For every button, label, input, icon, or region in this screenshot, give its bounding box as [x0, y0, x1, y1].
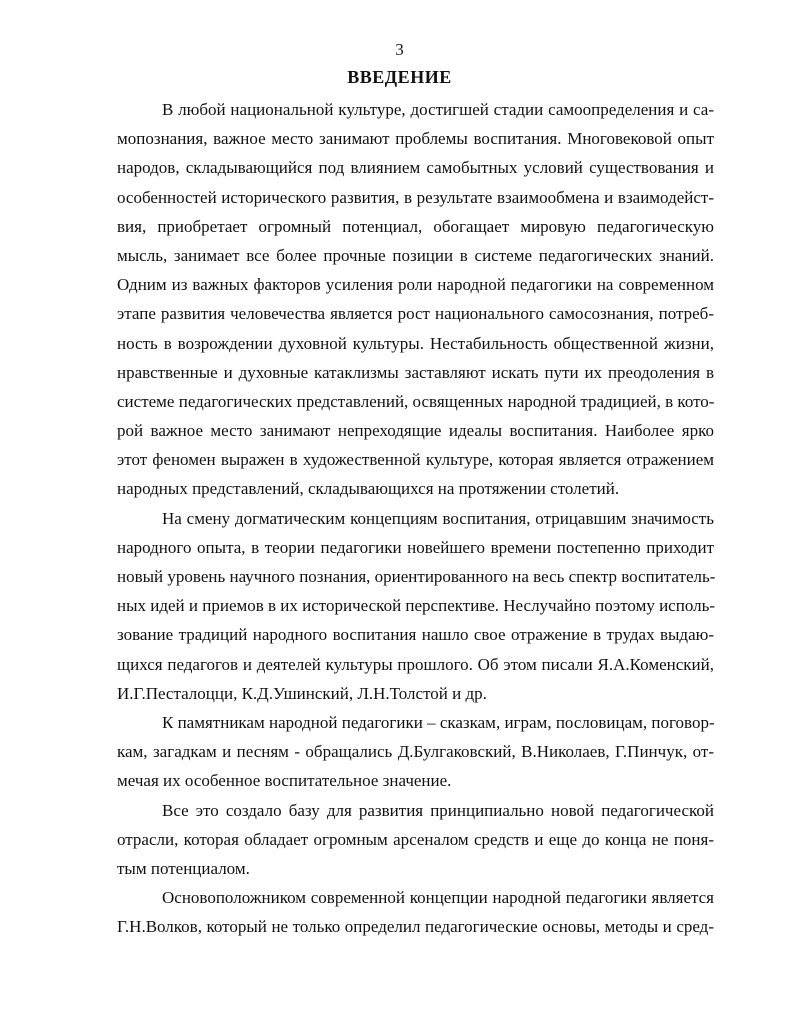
text-line: мысль, занимает все более прочные позиции в системе педагогических знаний.	[117, 245, 714, 265]
text-line: Основоположником современной концепции народной педагогики является	[162, 888, 714, 908]
paragraph-4	[117, 796, 714, 884]
text-line: Г.Н.Волков, который не только определил педагогические основы, методы и сред-	[117, 917, 714, 937]
text-line: мопознания, важное место занимают проблемы воспитания. Многовековой опыт	[117, 129, 714, 149]
text-line: этапе развития человечества является рост национального самосознания, потреб-	[117, 304, 714, 324]
text-line: На смену догматическим концепциям воспитания, отрицавшим значимость	[162, 508, 714, 528]
text-line: ность в возрождении духовной культуры. Нестабильность общественной жизни,	[117, 333, 714, 353]
text-line: системе педагогических представлений, освященных народной традицией, в кото-	[117, 391, 715, 411]
paragraph-3	[117, 708, 714, 796]
text-line: Все это создало базу для развития принципиально новой педагогической	[162, 800, 714, 820]
text-line: новый уровень научного познания, ориентированного на весь спектр воспитатель-	[117, 567, 716, 586]
text-line: Одним из важных факторов усиления роли народной педагогики на современном	[117, 275, 714, 295]
text-line: этот феномен выражен в художественной культуре, которая является отражением	[117, 450, 714, 470]
text-line: ных идей и приемов в их исторической перспективе. Неслучайно поэтому исполь-	[117, 596, 715, 616]
paragraph-2	[117, 504, 714, 708]
body-text	[117, 95, 714, 941]
text-line: народов, складывающийся под влиянием самобытных условий существования и	[117, 158, 714, 178]
page-number: 3	[395, 40, 404, 59]
page-title: ВВЕДЕНИЕ	[347, 67, 452, 87]
text-line: нравственные и духовные катаклизмы заставляют искать пути их преодоления в	[117, 362, 714, 382]
text-line: тым потенциалом.	[117, 858, 250, 878]
text-line: народных представлений, складывающихся на протяжении столетий.	[117, 479, 620, 499]
text-line: рой важное место занимают непреходящие идеалы воспитания. Наиболее ярко	[117, 421, 714, 441]
text-line: мечая их особенное воспитательное значение.	[117, 771, 452, 791]
text-line: К памятникам народной педагогики – сказкам, играм, пословицам, поговор-	[162, 712, 715, 732]
text-line: отрасли, которая обладает огромным арсеналом средств и еще до конца не поня-	[117, 829, 714, 849]
text-line: И.Г.Песталоцци, К.Д.Ушинский, Л.Н.Толстой и др.	[117, 683, 487, 703]
text-line: народного опыта, в теории педагогики новейшего времени постепенно приходит	[117, 537, 714, 557]
paragraph-1	[117, 95, 714, 504]
text-line: щихся педагогов и деятелей культуры прошлого. Об этом писали Я.А.Коменский,	[117, 654, 714, 674]
text-line: зование традиций народного воспитания нашло свое отражение в трудах выдаю-	[117, 625, 714, 645]
text-line: вия, приобретает огромный потенциал, обогащает мировую педагогическую	[117, 216, 714, 236]
text-line: кам, загадкам и песням - обращались Д.Булгаковский, В.Николаев, Г.Пинчук, от-	[117, 742, 714, 762]
text-line: особенностей исторического развития, в результате взаимообмена и взаимодейст-	[117, 187, 714, 207]
text-line: В любой национальной культуре, достигшей стадии самоопределения и са-	[162, 100, 714, 119]
paragraph-5	[117, 883, 714, 941]
